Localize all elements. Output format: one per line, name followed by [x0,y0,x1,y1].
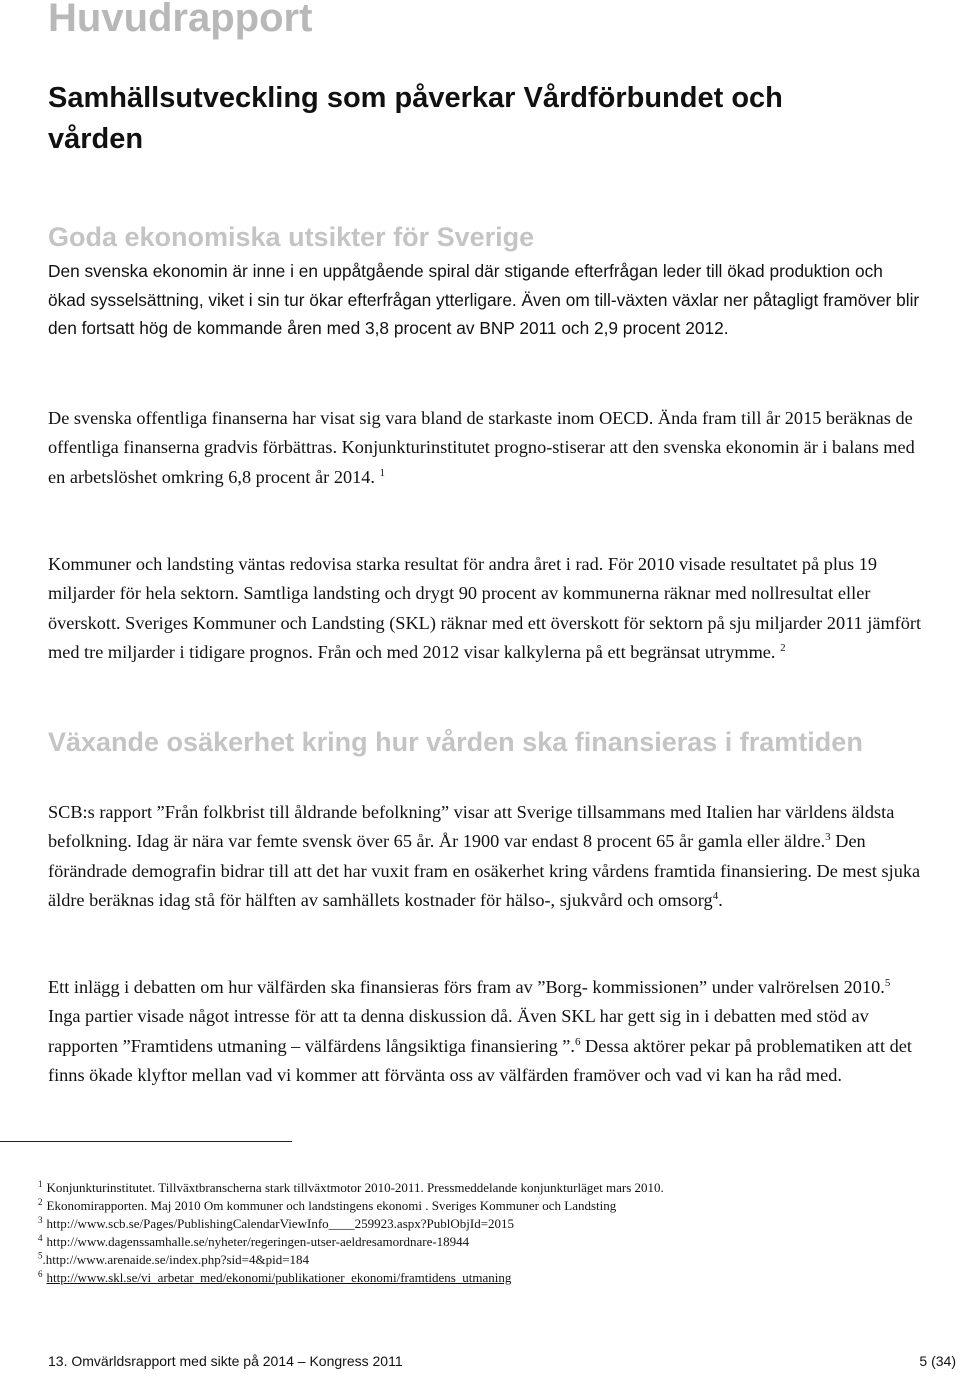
footnote-ref[interactable]: 6 [574,1035,581,1048]
page-footer [48,1353,956,1373]
paragraph-text: . [718,889,723,910]
paragraph-text: Den förändrade demografin bidrar till att det har vuxit fram en osäkerhet kring vårdens framtida finansiering. De mest sjuka äldre beräknas idag stå för hälften av samhällets kostnader för hälso-, sjukvård och omsorg [48,831,921,910]
footnote-item [38,1269,918,1287]
footnote-link[interactable]: http://www.arenaide.se/index.php?sid=4&pid=184 [45,1252,310,1267]
footnote-ref[interactable]: 5 [884,976,891,989]
footnote-number: 6 [38,1268,43,1279]
footer-document-title: 13. Omvärldsrapport med sikte på 2014 – Kongress 2011 [48,1353,403,1369]
footnote-item [38,1179,918,1197]
paragraph-municipalities [48,550,923,667]
footnote-divider [0,1141,292,1142]
footnote-item [38,1215,918,1233]
footnote-prefix: . [42,1252,46,1267]
main-heading: Samhällsutveckling som påverkar Vårdförbundet och vården [48,82,783,155]
paragraph-economy-growth: Den svenska ekonomin är inne i en uppåtgående spiral där stigande efterfrågan leder till ökad produktion och ökad sysselsättning, viket i sin tur ökar efterfrågan ytterligare. Även om till-växten växlar ner påtagligt framöver blir den fortsatt hög de kommande åren med 3,8 procent av BNP 2011 och 2,9 procent 2012. [48,261,920,338]
paragraph-text: Ett inlägg i debatten om hur välfärden ska finansieras förs fram av ”Borg- kommissionen” under valrörelsen 2010. [48,977,885,997]
section-heading-healthcare-financing: Växande osäkerhet kring hur vården ska finansieras i framtiden [48,727,863,757]
footnote-item [38,1197,918,1215]
paragraph-text: Inga partier visade något intresse för att ta denna diskussion då. Även SKL har gett sig in i debatten med stöd av rapporten ”Framtidens utmaning – välfärdens långsiktiga finansiering ”. [48,1006,869,1056]
footnote-ref[interactable]: 4 [712,889,719,902]
footnote-number: 5 [38,1250,43,1261]
footnote-ref[interactable]: 3 [825,831,831,844]
paragraph-demographics [48,798,923,915]
paragraph-text: Kommuner och landsting väntas redovisa starka resultat för andra året i rad. För 2010 visade resultatet på plus 19 miljarder för hela sektorn. Samtliga landsting och drygt 90 procent av kommunerna räknar med nollresultat eller överskott. Sveriges Kommuner och Landsting (SKL) räknar med ett överskott för sektorn på sju miljarder 2011 jämfört med tre miljarder i tidigare prognos. Från och med 2012 visar kalkylerna på ett begränsat utrymme. [48,554,922,662]
paragraph-public-finances [48,404,923,492]
paragraph-welfare-debate [48,973,923,1090]
footnote-item [38,1233,918,1251]
footnote-ref[interactable]: 2 [780,641,786,654]
footnote-text: Ekonomirapporten. Maj 2010 Om kommuner och landstingens ekonomi . Sveriges Kommuner och Landsting [46,1198,617,1213]
footnote-number: 1 [38,1178,43,1189]
paragraph-text: SCB:s rapport ”Från folkbrist till åldrande befolkning” visar att Sverige tillsammans med Italien har världens äldsta befolkning. Idag är nära var femte svensk över 65 år. År 1900 var endast 8 procent 65 år gamla eller äldre. [48,802,895,852]
section-heading-economy: Goda ekonomiska utsikter för Sverige [48,222,535,252]
footnote-link[interactable]: http://www.skl.se/vi_arbetar_med/ekonomi/publikationer_ekonomi/framtidens_utmaning [46,1270,512,1285]
page-title: Huvudrapport [48,0,313,40]
footnote-number: 2 [38,1196,43,1207]
footnote-list [38,1179,918,1287]
footnote-item [38,1251,918,1269]
footnote-link[interactable]: http://www.scb.se/Pages/PublishingCalendarViewInfo____259923.aspx?PublObjId=2015 [46,1216,515,1231]
paragraph-text: De svenska offentliga finanserna har visat sig vara bland de starkaste inom OECD. Ända fram till år 2015 beräknas de offentliga finanserna gradvis förbättras. Konjunkturinstitutet progno-stiserar att den svenska ekonomin är i balans med en arbetslöshet omkring 6,8 procent år 2014. [48,408,915,487]
paragraph-text: Dessa aktörer pekar på problematiken att det finns ökade klyftor mellan vad vi kommer att förvänta oss av välfärden framöver och vad vi kan ha råd med. [48,1035,912,1085]
footnote-ref[interactable]: 1 [379,466,386,479]
footer-page-number: 5 (34) [919,1353,956,1369]
footnote-text: Konjunkturinstitutet. Tillväxtbranscherna stark tillväxtmotor 2010-2011. Pressmeddelande konjunkturläget mars 2010. [46,1180,664,1195]
footnote-number: 4 [38,1232,43,1243]
footnote-number: 3 [38,1214,43,1225]
footnote-link[interactable]: http://www.dagenssamhalle.se/nyheter/regeringen-utser-aeldresamordnare-18944 [46,1234,470,1249]
